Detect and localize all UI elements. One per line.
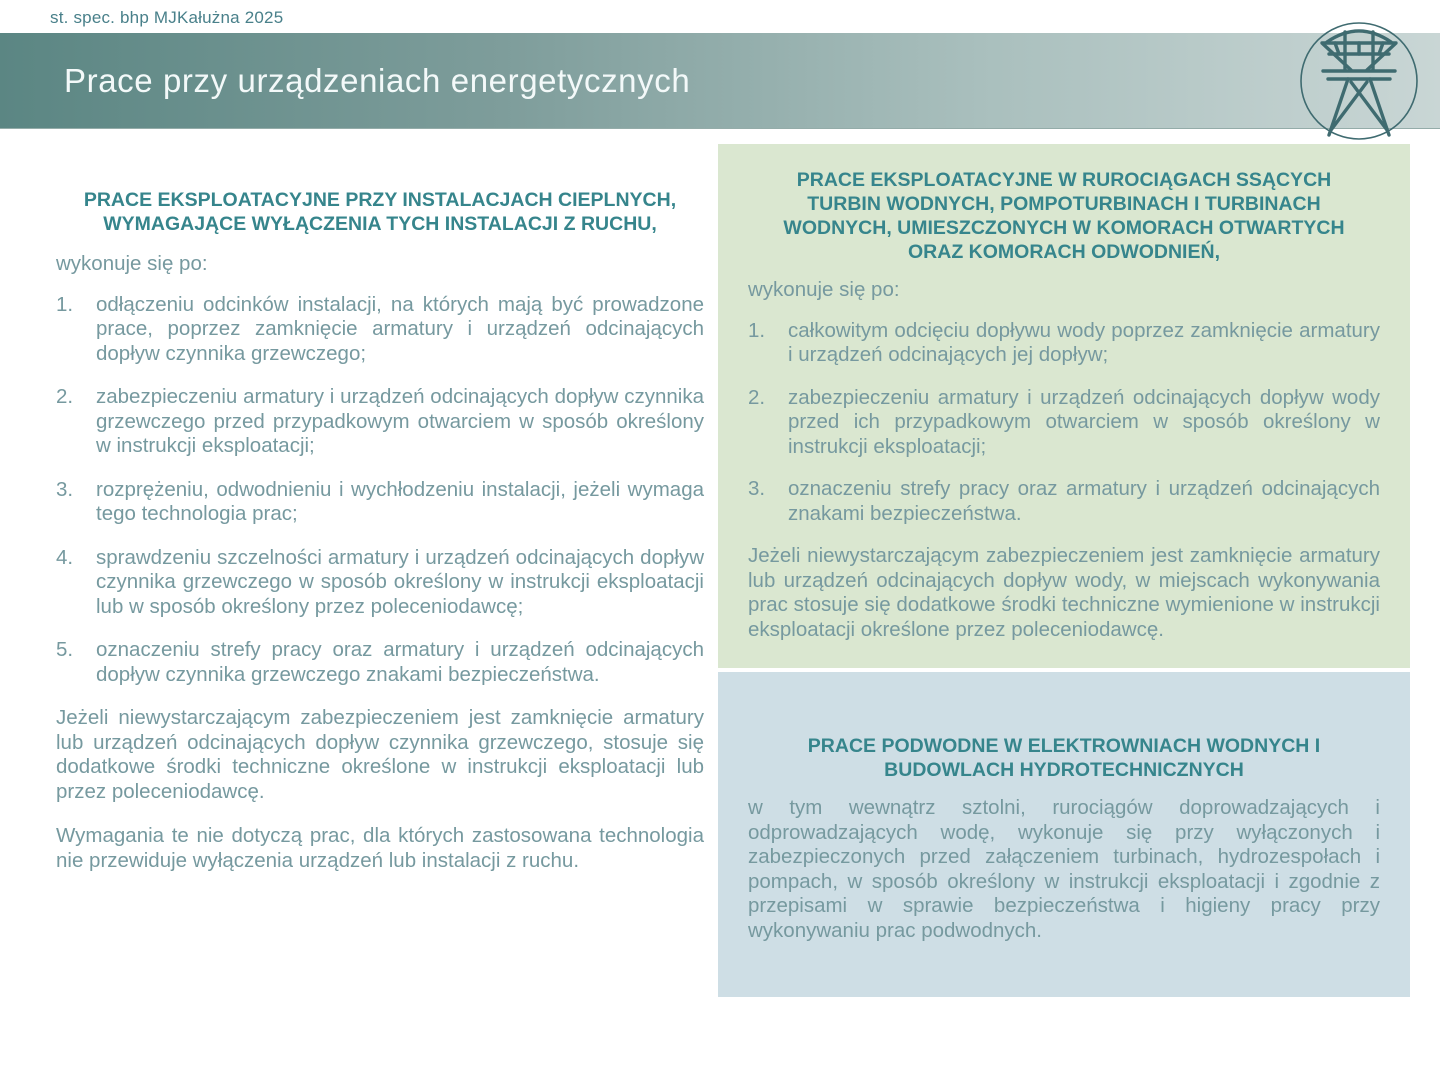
hydro-intro: wykonuje się po: <box>748 278 900 301</box>
list-item <box>56 546 704 620</box>
list-item-text: odłączeniu odcinków instalacji, na których mają być prowadzone prace, poprzez zamknięcie armatury i urządzeń odcinających dopływ czynnika grzewczego; <box>96 292 704 365</box>
thermal-steps-list <box>56 293 704 688</box>
list-item-number: 1. <box>56 292 74 316</box>
list-item-number: 1. <box>748 318 766 342</box>
list-item-number: 2. <box>56 385 74 408</box>
transmission-tower-icon <box>1295 10 1425 145</box>
list-item-text: oznaczeniu strefy pracy oraz armatury i urządzeń odcinających znakami bezpieczeństwa. <box>788 477 1380 525</box>
thermal-intro: wykonuje się po: <box>56 252 208 275</box>
list-item <box>748 319 1380 368</box>
list-item <box>748 386 1380 460</box>
list-item-text: całkowitym odcięciu dopływu wody poprzez zamknięcie armatury i urządzeń odcinających jej dopływ; <box>788 318 1380 366</box>
panel-underwater-heading <box>748 734 1380 782</box>
list-item-number: 3. <box>56 477 74 501</box>
panel-underwater-works <box>718 672 1410 997</box>
hydro-steps-list <box>748 319 1380 527</box>
list-item <box>748 477 1380 526</box>
list-item-number: 3. <box>748 477 766 500</box>
list-item <box>56 385 704 459</box>
heading-line: TURBIN WODNYCH, POMPOTURBINACH I TURBINACH <box>807 193 1321 215</box>
panel-water-turbines-heading <box>748 168 1380 264</box>
list-item-text: zabezpieczeniu armatury i urządzeń odcinających dopływ wody przed ich przypadkowym otwarciem w sposób określony w instrukcji eksploatacji; <box>788 385 1380 458</box>
list-item-text: oznaczeniu strefy pracy oraz armatury i urządzeń odcinających dopływ czynnika grzewczego znakami bezpieczeństwa. <box>96 638 704 686</box>
list-item <box>56 478 704 527</box>
underwater-paragraph: w tym wewnątrz sztolni, rurociągów doprowadzających i odprowadzających wodę, wykonuje się przy wyłączonych i zabezpieczonych przed załączeniem turbinach, hydrozespołach i pompach, w sposób określony w instrukcji eksploatacji i zgodnie z przepisami w sprawie bezpieczeństwa i higieny pracy przy wykonywaniu prac podwodnych. <box>748 796 1380 942</box>
heading-line: WYMAGAJĄCE WYŁĄCZENIA TYCH INSTALACJI Z RUCHU, <box>103 213 657 235</box>
credit-line: st. spec. bhp MJKałużna 2025 <box>50 8 284 27</box>
heading-line: PRACE PODWODNE W ELEKTROWNIACH WODNYCH I <box>807 735 1321 757</box>
thermal-paragraph: Wymagania te nie dotyczą prac, dla których zastosowana technologia nie przewiduje wyłączenia urządzeń lub instalacji z ruchu. <box>56 824 704 872</box>
list-item-text: sprawdzeniu szczelności armatury i urządzeń odcinających dopływ czynnika grzewczego w sposób określony w instrukcji eksploatacji lub w sposób określony przez poleceniodawcę; <box>96 545 704 618</box>
list-item-text: zabezpieczeniu armatury i urządzeń odcinających dopływ czynnika grzewczego przed przypadkowym otwarciem w sposób określony w instrukcji eksploatacji; <box>96 385 704 457</box>
page-title: Prace przy urządzeniach energetycznych <box>64 62 691 99</box>
heading-line: PRACE EKSPLOATACYJNE W RUROCIĄGACH SSĄCYCH <box>796 169 1332 191</box>
panel-thermal-installations <box>56 188 704 873</box>
panel-thermal-heading <box>56 188 704 236</box>
list-item-number: 2. <box>748 385 766 409</box>
list-item-number: 5. <box>56 638 74 661</box>
heading-line: PRACE EKSPLOATACYJNE PRZY INSTALACJACH CIEPLNYCH, <box>83 189 677 211</box>
list-item-number: 4. <box>56 545 74 569</box>
heading-line: WODNYCH, UMIESZCZONYCH W KOMORACH OTWARTYCH <box>783 217 1345 239</box>
list-item-text: rozprężeniu, odwodnieniu i wychłodzeniu instalacji, jeżeli wymaga tego technologia prac; <box>96 477 704 525</box>
heading-line: ORAZ KOMORACH ODWODNIEŃ, <box>908 241 1220 263</box>
hydro-paragraph: Jeżeli niewystarczającym zabezpieczeniem jest zamknięcie armatury lub urządzeń odcinających dopływ wody, w miejscach wykonywania prac stosuje się dodatkowe środki techniczne wymienione w instrukcji eksploatacji określone przez poleceniodawcę. <box>748 544 1380 641</box>
thermal-paragraph: Jeżeli niewystarczającym zabezpieczeniem jest zamknięcie armatury lub urządzeń odcinających dopływ czynnika grzewczego, stosuje się dodatkowe środki techniczne określone w instrukcji eksploatacji lub przez poleceniodawcę. <box>56 706 704 803</box>
title-bar <box>0 33 1440 129</box>
heading-line: BUDOWLACH HYDROTECHNICZNYCH <box>884 759 1244 781</box>
list-item <box>56 293 704 367</box>
list-item <box>56 638 704 687</box>
panel-water-turbines <box>718 144 1410 668</box>
